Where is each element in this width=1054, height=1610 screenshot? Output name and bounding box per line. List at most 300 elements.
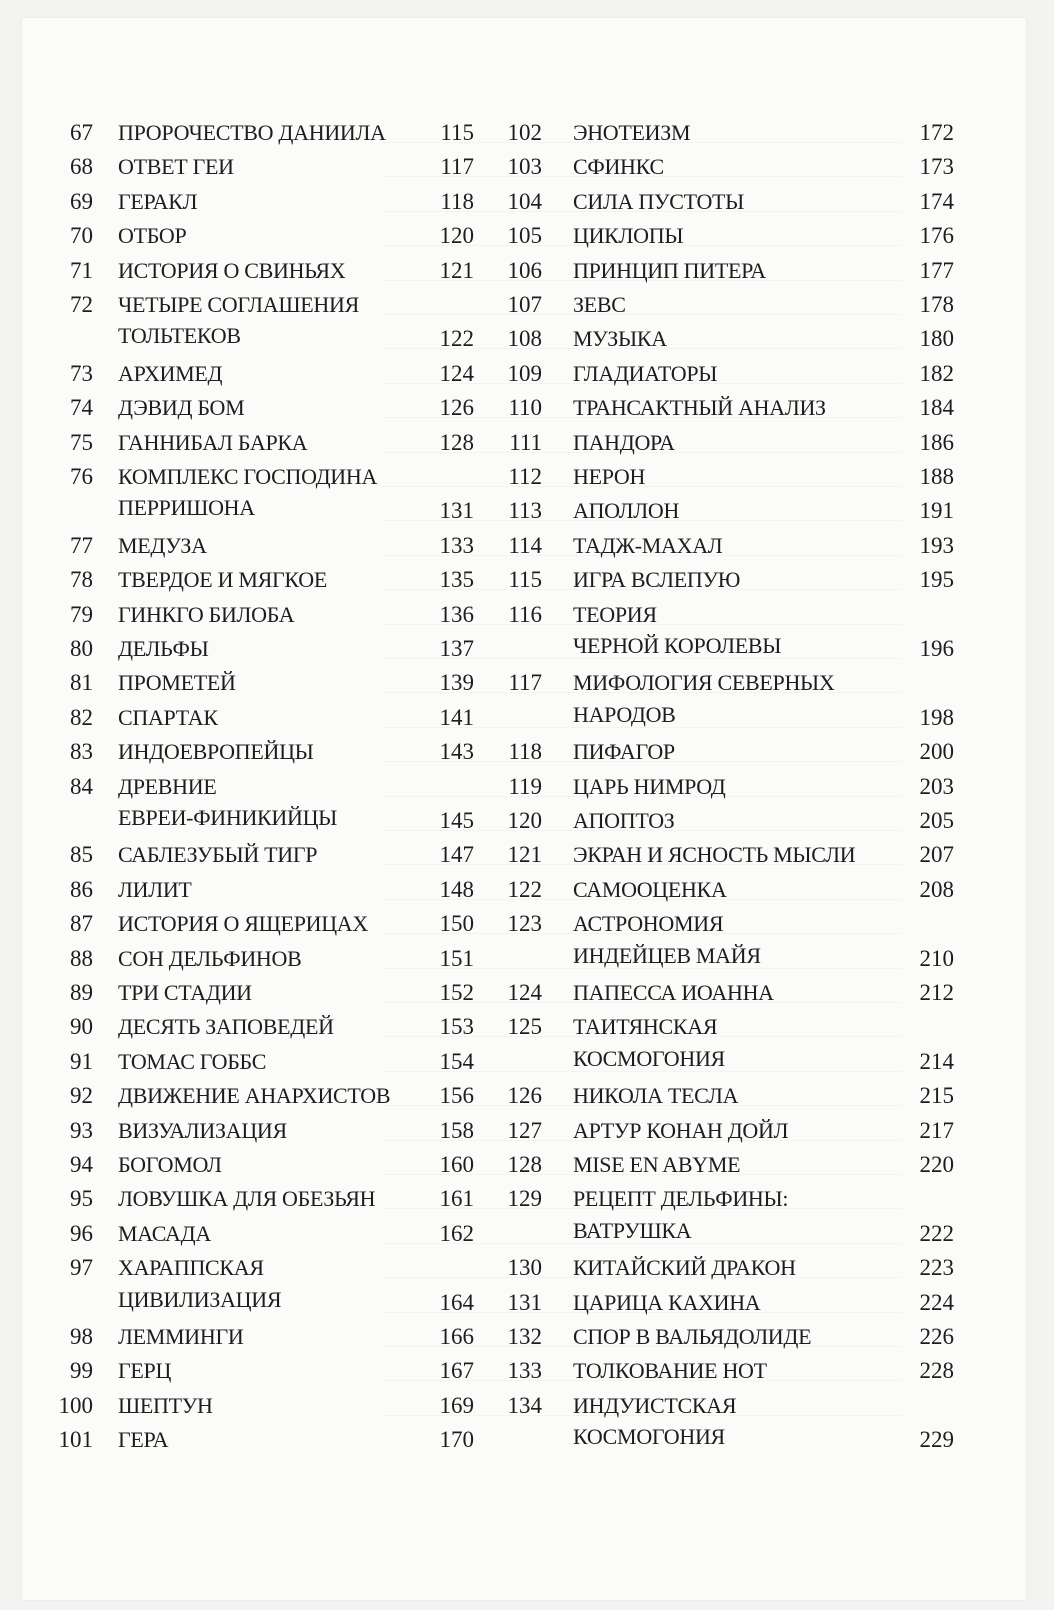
toc-entry-title-line: НЕРОН	[573, 464, 646, 489]
toc-entry-number: 75	[70, 429, 93, 455]
toc-entry	[462, 118, 954, 148]
toc-entry-page: 150	[439, 911, 474, 937]
toc-entry-title	[118, 1150, 222, 1184]
toc-entry-number: 81	[70, 670, 93, 696]
toc-entry-number: 70	[70, 223, 93, 249]
toc-entry-title-line: ВИЗУАЛИЗАЦИЯ	[118, 1117, 287, 1143]
toc-entry	[462, 1012, 954, 1074]
toc-entry-title	[118, 118, 386, 152]
toc-entry-title	[118, 634, 208, 668]
toc-entry-title-line: КИТАЙСКИЙ ДРАКОН	[573, 1255, 796, 1281]
toc-entry	[22, 1047, 492, 1077]
toc-entry	[22, 565, 492, 595]
toc-entry-number: 113	[508, 498, 542, 524]
toc-entry-number: 111	[509, 429, 542, 455]
toc-entry-page: 174	[919, 188, 954, 214]
toc-entry-title	[573, 359, 717, 393]
toc-entry-page: 139	[439, 670, 474, 696]
toc-entry-number: 95	[70, 1186, 93, 1212]
toc-entry-title-line: ЭКРАН И ЯСНОСТЬ МЫСЛИ	[573, 842, 856, 868]
toc-entry-number: 123	[507, 911, 542, 937]
toc-entry-page: 224	[919, 1289, 954, 1315]
toc-entry-title-line: СФИНКС	[573, 154, 664, 180]
toc-entry	[22, 187, 492, 217]
toc-entry-title-line: БОГОМОЛ	[118, 1152, 222, 1177]
toc-entry-page: 152	[439, 980, 474, 1005]
toc-entry-title-line: ЦИКЛОПЫ	[573, 223, 684, 249]
toc-entry-title	[118, 668, 236, 702]
toc-entry-number: 118	[508, 739, 542, 765]
toc-entry	[22, 772, 492, 833]
toc-entry-page: 136	[439, 601, 474, 627]
toc-entry-number: 130	[507, 1255, 542, 1281]
toc-entry	[462, 600, 954, 661]
toc-entry-page: 229	[919, 1427, 954, 1453]
toc-entry-title-line: ПАПЕССА ИОАННА	[573, 980, 774, 1005]
toc-entry-title	[573, 1184, 788, 1250]
toc-entry-title-line: ШЕПТУН	[118, 1392, 213, 1418]
toc-entry-page: 176	[919, 223, 954, 249]
toc-entry-number: 127	[507, 1117, 542, 1143]
toc-entry-number: 110	[508, 395, 542, 421]
toc-entry-title-line: МИФОЛОГИЯ СЕВЕРНЫХ	[573, 670, 835, 696]
toc-entry	[22, 668, 492, 698]
toc-entry-number: 96	[70, 1220, 93, 1246]
toc-entry-number: 102	[507, 120, 542, 145]
toc-entry	[462, 496, 954, 526]
toc-entry-title	[118, 1356, 171, 1390]
toc-entry-page: 124	[439, 360, 474, 386]
toc-entry	[22, 909, 492, 939]
toc-entry	[22, 1322, 492, 1352]
toc-entry-page: 161	[439, 1186, 474, 1212]
toc-entry-page: 131	[439, 498, 474, 524]
toc-entry-title-line: ТОМАС ГОББС	[118, 1048, 267, 1074]
toc-entry	[462, 1116, 954, 1146]
toc-entry-number: 125	[507, 1014, 542, 1040]
toc-entry-title-line: АПОПТОЗ	[573, 808, 675, 833]
toc-entry	[22, 1116, 492, 1146]
toc-entry	[462, 875, 954, 905]
toc-entry	[22, 1356, 492, 1386]
toc-entry-title-line: АРТУР КОНАН ДОЙЛ	[573, 1117, 789, 1143]
toc-entry-page: 160	[439, 1152, 474, 1177]
toc-entry-title-line: АСТРОНОМИЯ	[573, 911, 724, 937]
toc-entry-number: 134	[507, 1392, 542, 1418]
toc-entry-title-line: ДЕСЯТЬ ЗАПОВЕДЕЙ	[118, 1014, 334, 1040]
toc-entry-title-line: ИГРА ВСЛЕПУЮ	[573, 567, 741, 593]
toc-entry-title	[573, 187, 744, 221]
toc-entry-title	[573, 978, 774, 1012]
toc-entry	[22, 737, 492, 767]
toc-entry-number: 80	[70, 636, 93, 661]
toc-entry-page: 180	[919, 326, 954, 352]
toc-entry-title-line: АРХИМЕД	[118, 360, 223, 386]
toc-entry	[22, 256, 492, 286]
toc-entry-title-line: ЦАРЬ НИМРОД	[573, 773, 726, 799]
toc-entry-page: 212	[919, 980, 954, 1005]
toc-entry	[462, 737, 954, 767]
toc-entry	[22, 118, 492, 148]
toc-entry-number: 77	[70, 532, 93, 558]
toc-entry-number: 84	[70, 773, 93, 799]
toc-entry-number: 112	[508, 464, 542, 489]
toc-entry	[462, 1184, 954, 1246]
toc-entry-page: 184	[919, 395, 954, 421]
toc-entry-title-line: ТРИ СТАДИИ	[118, 980, 252, 1005]
toc-entry-title	[573, 1391, 736, 1457]
toc-entry-page: 122	[439, 326, 474, 352]
toc-entry-number: 86	[70, 876, 93, 902]
toc-entry-number: 83	[70, 739, 93, 765]
toc-entry-title-line: ДРЕВНИЕ	[118, 773, 217, 799]
toc-entry-title-line: ТАДЖ-МАХАЛ	[573, 532, 723, 558]
toc-entry-title-line: ТОЛКОВАНИЕ НОТ	[573, 1358, 767, 1384]
toc-entry-title-line: ПРОРОЧЕСТВО ДАНИИЛА	[118, 120, 386, 145]
toc-entry-number: 68	[70, 154, 93, 180]
toc-entry-title	[118, 600, 294, 634]
toc-entry-number: 97	[70, 1255, 93, 1281]
toc-entry-title	[573, 1150, 740, 1184]
toc-entry-page: 198	[919, 704, 954, 730]
toc-entry-page: 154	[439, 1048, 474, 1074]
toc-entry-title	[118, 737, 314, 771]
toc-entry-page: 208	[919, 876, 954, 902]
toc-entry-title-line: ОТВЕТ ГЕИ	[118, 154, 234, 180]
toc-entry-title	[118, 944, 301, 978]
toc-entry-page: 148	[439, 876, 474, 902]
toc-entry-title	[118, 840, 317, 874]
toc-entry-page: 214	[919, 1048, 954, 1074]
toc-entry-page: 166	[439, 1324, 474, 1349]
toc-entry	[22, 1219, 492, 1249]
toc-entry-title-line: ИНДУИСТСКАЯ	[573, 1392, 737, 1418]
toc-entry-number: 87	[70, 911, 93, 937]
toc-entry-title-line: ГИНКГО БИЛОБА	[118, 601, 295, 627]
toc-entry-title	[118, 1391, 213, 1425]
toc-entry-title	[118, 1219, 211, 1253]
toc-entry-number: 98	[70, 1324, 93, 1349]
toc-entry-title	[573, 221, 683, 255]
toc-entry-title	[573, 462, 645, 496]
toc-entry-page: 207	[919, 842, 954, 868]
toc-entry	[462, 840, 954, 870]
toc-entry	[462, 462, 954, 492]
toc-entry-title	[573, 428, 675, 462]
toc-entry-title	[118, 221, 186, 255]
toc-entry-title-line: ГЕРЦ	[118, 1358, 172, 1384]
toc-entry-number: 117	[508, 670, 542, 696]
toc-entry-title	[573, 531, 722, 565]
toc-entry	[462, 187, 954, 217]
toc-entry-title-line: НАРОДОВ	[573, 701, 676, 727]
toc-entry-page: 135	[439, 567, 474, 593]
toc-entry-title-line: MISE EN ABYME	[573, 1152, 741, 1177]
toc-entry-page: 177	[919, 257, 954, 283]
toc-entry-title	[573, 1081, 738, 1115]
toc-entry-number: 101	[58, 1427, 93, 1453]
toc-entry-title-line: ЦАРИЦА КАХИНА	[573, 1289, 761, 1315]
toc-entry-number: 92	[70, 1083, 93, 1109]
toc-entry-number: 128	[507, 1152, 542, 1177]
toc-entry-title-line: МУЗЫКА	[573, 326, 667, 352]
toc-entry	[462, 565, 954, 595]
toc-entry-title	[118, 1116, 287, 1150]
toc-entry-title	[573, 806, 675, 840]
toc-entry-number: 67	[70, 120, 93, 145]
toc-entry-title	[118, 875, 192, 909]
toc-entry	[22, 462, 492, 524]
toc-entry-title-line: САМООЦЕНКА	[573, 876, 727, 902]
toc-entry	[462, 324, 954, 354]
toc-entry-page: 121	[439, 257, 474, 283]
toc-entry-title	[118, 703, 218, 737]
toc-entry-number: 73	[70, 360, 93, 386]
toc-entry	[22, 152, 492, 182]
toc-entry-page: 182	[919, 360, 954, 386]
toc-entry-page: 191	[919, 498, 954, 524]
toc-entry-title-line: ОТБОР	[118, 223, 187, 249]
toc-entry	[462, 1356, 954, 1386]
toc-entry-title	[573, 875, 727, 909]
toc-entry	[462, 1150, 954, 1180]
toc-entry-title-line: МЕДУЗА	[118, 532, 207, 558]
toc-entry-title-line: СИЛА ПУСТОТЫ	[573, 188, 745, 214]
toc-entry-title	[118, 359, 222, 393]
toc-entry-page: 126	[439, 395, 474, 421]
toc-entry-number: 89	[70, 980, 93, 1005]
toc-entry	[462, 1253, 954, 1283]
toc-entry-number: 116	[508, 601, 542, 627]
toc-entry-title	[573, 256, 766, 290]
toc-entry	[22, 1012, 492, 1042]
toc-entry-title-line: ТРАНСАКТНЫЙ АНАЛИЗ	[573, 395, 826, 421]
toc-entry	[462, 428, 954, 458]
toc-entry-page: 141	[439, 704, 474, 730]
toc-entry-title	[573, 1116, 788, 1150]
toc-entry-title-line: ДЭВИД БОМ	[118, 395, 245, 421]
toc-entry	[22, 393, 492, 423]
toc-entry	[462, 152, 954, 182]
toc-entry-number: 100	[58, 1392, 93, 1418]
toc-entry-title	[573, 152, 664, 186]
toc-entry-page: 158	[439, 1117, 474, 1143]
toc-entry-title	[573, 737, 675, 771]
toc-entry-page: 178	[919, 292, 954, 317]
toc-entry-number: 108	[507, 326, 542, 352]
toc-entry-page: 145	[439, 807, 474, 833]
toc-entry-number: 132	[507, 1324, 542, 1349]
toc-entry	[462, 290, 954, 320]
toc-entry-number: 72	[70, 292, 93, 317]
toc-entry-number: 104	[507, 188, 542, 214]
toc-entry-title-line: СПАРТАК	[118, 704, 218, 730]
toc-entry-number: 115	[508, 567, 542, 593]
toc-entry	[462, 909, 954, 971]
toc-entry-title	[118, 462, 377, 528]
toc-entry-page: 170	[439, 1427, 474, 1453]
toc-entry-title-line: ДЕЛЬФЫ	[118, 636, 209, 661]
toc-entry	[22, 600, 492, 630]
toc-entry-page: 195	[919, 567, 954, 593]
toc-entry-title-line: ТЕОРИЯ	[573, 601, 657, 627]
toc-entry-title-line: ПРИНЦИП ПИТЕРА	[573, 257, 766, 283]
toc-entry	[462, 1288, 954, 1318]
toc-entry	[22, 1081, 492, 1111]
toc-entry-number: 114	[508, 532, 542, 558]
toc-entry	[22, 1391, 492, 1421]
toc-entry	[22, 428, 492, 458]
toc-entry-number: 94	[70, 1152, 93, 1177]
toc-entry-number: 88	[70, 945, 93, 971]
toc-entry-title	[118, 978, 252, 1012]
toc-entry	[462, 1391, 954, 1453]
toc-entry-title-line: ЛЕММИНГИ	[118, 1324, 244, 1349]
toc-entry-page: 164	[439, 1289, 474, 1315]
toc-entry-title-line: КОМПЛЕКС ГОСПОДИНА	[118, 464, 378, 489]
toc-entry-number: 109	[507, 360, 542, 386]
toc-entry-title	[118, 1322, 243, 1356]
toc-entry-title-line: ХАРАППСКАЯ	[118, 1255, 264, 1281]
toc-entry-number: 79	[70, 601, 93, 627]
toc-entry-page: 193	[919, 532, 954, 558]
toc-entry-number: 90	[70, 1014, 93, 1040]
toc-entry-title	[573, 565, 740, 599]
toc-entry-page: 228	[919, 1358, 954, 1384]
toc-entry-title	[118, 1012, 334, 1046]
toc-entry	[22, 531, 492, 561]
toc-entry-page: 210	[919, 945, 954, 971]
toc-entry-page: 133	[439, 532, 474, 558]
toc-entry-number: 99	[70, 1358, 93, 1384]
toc-entry	[462, 359, 954, 389]
toc-entry	[22, 221, 492, 251]
toc-entry-title	[573, 290, 626, 324]
toc-entry	[22, 944, 492, 974]
toc-entry-title-line: ИНДОЕВРОПЕЙЦЫ	[118, 739, 314, 765]
toc-entry-number: 124	[507, 980, 542, 1005]
toc-entry-title-line: ТАИТЯНСКАЯ	[573, 1014, 718, 1040]
toc-entry-title	[118, 1184, 375, 1218]
toc-entry-title	[573, 496, 679, 530]
toc-entry-title-line: СОН ДЕЛЬФИНОВ	[118, 945, 302, 971]
toc-entry-title	[573, 1012, 725, 1078]
toc-entry-title-line: ИСТОРИЯ О СВИНЬЯХ	[118, 257, 346, 283]
toc-entry-page: 188	[919, 464, 954, 489]
toc-entry-title-line: ЦИВИЛИЗАЦИЯ	[118, 1286, 282, 1312]
toc-entry-page: 223	[919, 1255, 954, 1281]
toc-entry-page: 222	[919, 1220, 954, 1246]
toc-entry-number: 91	[70, 1048, 93, 1074]
toc-entry-title	[573, 772, 725, 806]
toc-entry-title	[118, 152, 234, 186]
toc-entry-number: 93	[70, 1117, 93, 1143]
toc-entry-number: 71	[70, 257, 93, 283]
toc-entry-page: 226	[919, 1324, 954, 1349]
toc-entry-page: 203	[919, 773, 954, 799]
toc-entry-number: 133	[507, 1358, 542, 1384]
toc-entry-title-line: ЭНОТЕИЗМ	[573, 120, 691, 145]
toc-entry-title-line: МАСАДА	[118, 1220, 211, 1246]
toc-entry	[462, 221, 954, 251]
toc-entry-title	[118, 256, 345, 290]
toc-entry-page: 143	[439, 739, 474, 765]
toc-entry-title	[573, 393, 826, 427]
toc-entry-title-line: ГАННИБАЛ БАРКА	[118, 429, 308, 455]
toc-entry	[22, 1425, 492, 1455]
toc-entry-title	[118, 393, 244, 427]
toc-entry-number: 76	[70, 464, 93, 489]
toc-entry-title	[118, 290, 359, 356]
toc-entry-title-line: САБЛЕЗУБЫЙ ТИГР	[118, 842, 318, 868]
toc-entry-title-line: ЧЕРНОЙ КОРОЛЕВЫ	[573, 632, 782, 658]
toc-entry-number: 69	[70, 188, 93, 214]
toc-entry-page: 200	[919, 739, 954, 765]
toc-entry-title-line: ГЕРА	[118, 1427, 169, 1453]
toc-entry-page: 169	[439, 1392, 474, 1418]
toc-entry-title-line: ЕВРЕИ-ФИНИКИЙЦЫ	[118, 804, 338, 830]
toc-entry-number: 119	[508, 773, 542, 799]
toc-entry	[462, 256, 954, 286]
toc-entry-number: 121	[507, 842, 542, 868]
toc-entry	[22, 875, 492, 905]
toc-entry-title	[573, 909, 761, 975]
toc-entry-title-line: НИКОЛА ТЕСЛА	[573, 1083, 739, 1109]
toc-entry	[22, 1253, 492, 1315]
toc-entry-title-line: РЕЦЕПТ ДЕЛЬФИНЫ:	[573, 1186, 789, 1212]
toc-entry-title-line: ГЕРАКЛ	[118, 188, 198, 214]
toc-entry	[22, 703, 492, 733]
toc-entry-title	[573, 118, 690, 152]
toc-entry-page: 172	[919, 120, 954, 145]
toc-entry-page: 162	[439, 1220, 474, 1246]
toc-entry	[22, 290, 492, 352]
toc-entry-page: 115	[440, 120, 474, 145]
toc-entry-page: 220	[919, 1152, 954, 1177]
toc-entry	[22, 840, 492, 870]
toc-entry-title	[573, 600, 781, 666]
toc-entry-title	[573, 324, 667, 358]
toc-entry-title-line: ТОЛЬТЕКОВ	[118, 323, 241, 349]
toc-entry	[462, 668, 954, 730]
toc-entry-title-line: ПАНДОРА	[573, 429, 675, 455]
toc-entry-title-line: ПИФАГОР	[573, 739, 675, 765]
toc-entry-title	[573, 1322, 811, 1356]
toc-entry-title	[118, 909, 368, 943]
toc-entry-number: 107	[507, 292, 542, 317]
toc-entry	[22, 634, 492, 664]
toc-entry-number: 129	[507, 1186, 542, 1212]
toc-entry-page: 186	[919, 429, 954, 455]
toc-entry-title	[118, 1253, 281, 1319]
toc-entry-title	[573, 1356, 767, 1390]
toc-entry-title	[118, 428, 307, 462]
toc-entry	[462, 531, 954, 561]
toc-entry-number: 85	[70, 842, 93, 868]
toc-entry-page: 217	[919, 1117, 954, 1143]
toc-entry-title-line: ПРОМЕТЕЙ	[118, 670, 236, 696]
toc-entry-page: 117	[440, 154, 474, 180]
toc-entry-title-line: ДВИЖЕНИЕ АНАРХИСТОВ	[118, 1083, 391, 1109]
toc-entry	[22, 1184, 492, 1214]
toc-entry-title	[573, 1253, 796, 1287]
toc-entry	[462, 806, 954, 836]
toc-entry-title-line: ВАТРУШКА	[573, 1217, 692, 1243]
toc-entry-number: 103	[507, 154, 542, 180]
toc-entry-number: 126	[507, 1083, 542, 1109]
toc-entry-title-line: ПЕРРИШОНА	[118, 495, 255, 521]
toc-entry	[462, 978, 954, 1008]
